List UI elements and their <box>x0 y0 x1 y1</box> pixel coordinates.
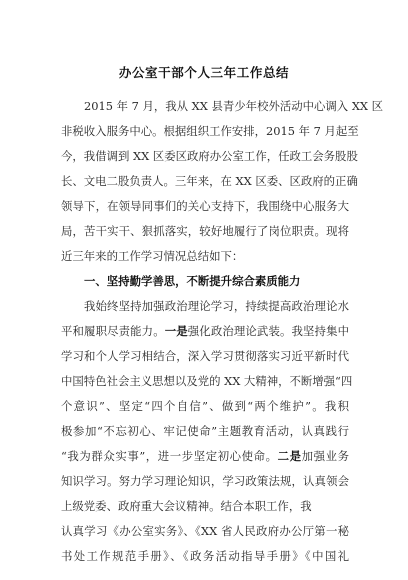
point-one-marker: 一是 <box>164 324 188 338</box>
point-two-marker: 二是 <box>277 449 302 463</box>
para2-line-7-text: “我为群众实事”，进一步坚定初心使命。 <box>61 449 278 463</box>
para2-line-7 <box>61 450 349 463</box>
para1-line-3: 今，我借调到 XX 区委区政府办公室工作，任政工会务股股 <box>61 149 358 163</box>
section-heading-1: 一、坚持勤学善思，不断提升综合素质能力 <box>84 274 301 288</box>
document-title: 办公室干部个人三年工作总结 <box>118 65 290 80</box>
para1-line-6: 局，苦干实干、狠抓落实，较好地履行了岗位职责。现将 <box>61 224 349 238</box>
para2-line-7-rest: 加强业务 <box>301 449 349 463</box>
para2-line-2 <box>61 325 349 338</box>
para1-line-2: 非税收入服务中心。根据组织工作安排，2015 年 7 月起至 <box>61 124 359 138</box>
para1-line-7: 近三年来的工作学习情况总结如下： <box>61 249 244 263</box>
para2-line-10: 认真学习《办公室实务》、《XX 省人民政府办公厅第一秘 <box>61 524 349 538</box>
para1-line-4: 长、文电二股负责人。三年来，在 XX 区委、区政府的正确 <box>61 174 358 188</box>
para1-line-5: 领导下，在领导同事们的关心支持下，我围绕中心服务大 <box>61 199 349 213</box>
para2-line-2-text: 平和履职尽责能力。 <box>61 324 165 338</box>
para2-line-1: 我始终坚持加强政治理论学习，持续提高政治理论水 <box>84 299 349 313</box>
para2-line-5: 个意识”、坚定“四个自信”、做到“两个维护”。我积 <box>61 399 349 413</box>
para2-line-9: 上级党委、政府重大会议精神。结合本职工作，我 <box>61 499 312 513</box>
para2-line-4: 中国特色社会主义思想以及党的 XX 大精神，不断增强“四 <box>61 374 353 388</box>
para1-line-1: 2015 年 7 月，我从 XX 县青少年校外活动中心调入 XX 区 <box>84 99 384 113</box>
para2-line-6: 极参加“不忘初心、牢记使命”主题教育活动，认真践行 <box>61 424 349 438</box>
para2-line-2-rest: 强化政治理论武装。我坚持集中 <box>187 324 349 338</box>
para2-line-11: 书处工作规范手册》、《政务活动指导手册》《中国礼 <box>61 549 349 563</box>
para2-line-8: 知识学习。努力学习理论知识，学习政策法规，认真领会 <box>61 474 349 488</box>
para2-line-3: 学习和个人学习相结合，深入学习贯彻落实习近平新时代 <box>61 349 349 363</box>
